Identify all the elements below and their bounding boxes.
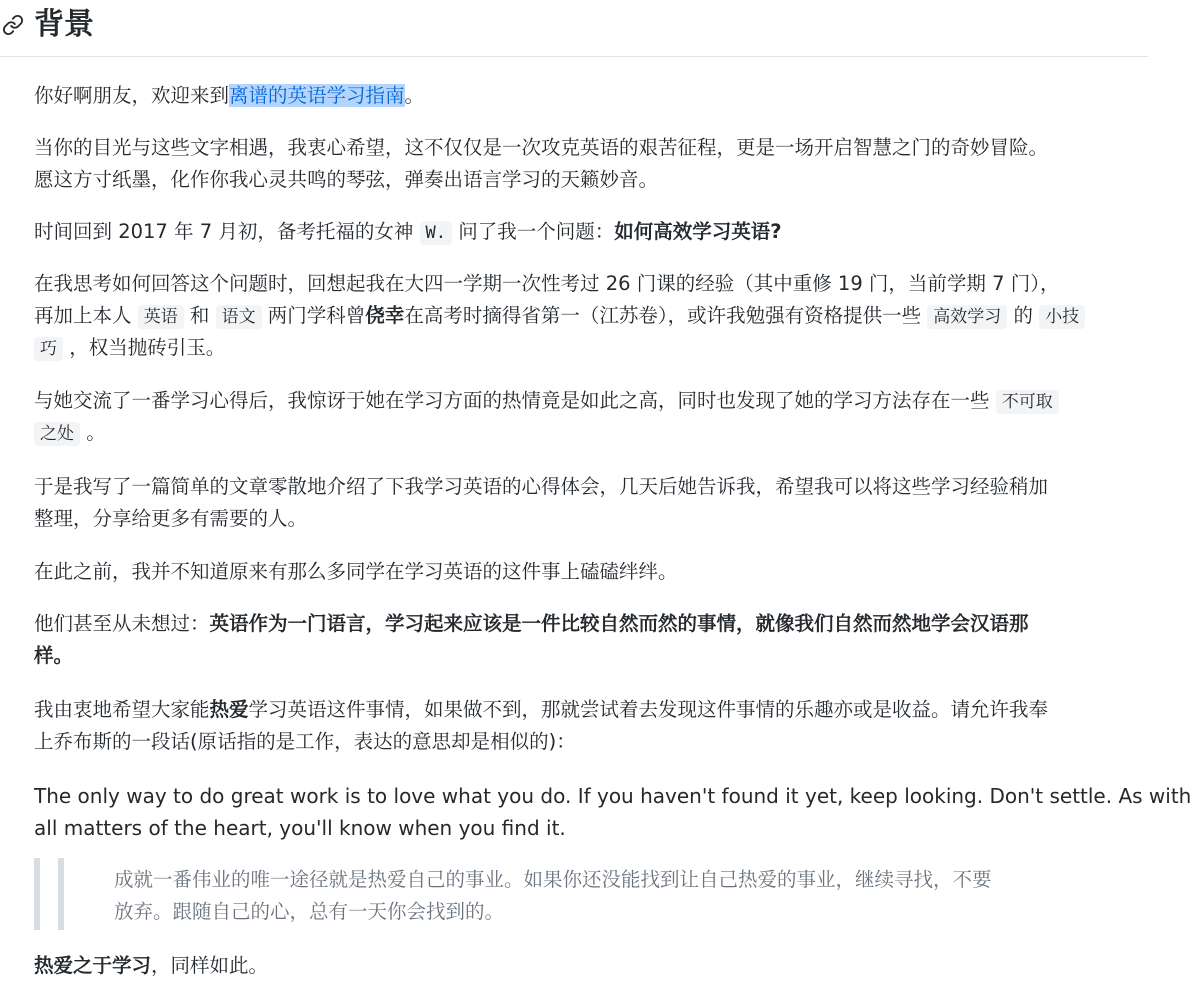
- text-line: [34, 417, 1146, 449]
- blockquote-text: [114, 864, 992, 928]
- paragraph-exchange: [34, 385, 1146, 449]
- paragraph-hope: [34, 694, 1146, 758]
- paragraph-intro: [34, 132, 1146, 196]
- bold-text: 侥幸: [365, 304, 405, 327]
- text-line: [34, 300, 1146, 332]
- blockquote-bar: [34, 858, 40, 930]
- text: 。: [80, 421, 106, 444]
- paragraph-jobs-quote: [34, 780, 1192, 844]
- text-line: [34, 694, 1146, 726]
- section-heading: [0, 0, 1148, 57]
- text-line: 当你的目光与这些文字相遇，我衷心希望，这不仅仅是一次攻克英语的艰苦征程，更是一场开启智慧之门的奇妙冒险。: [34, 136, 1049, 159]
- page-title: 背景: [34, 7, 94, 42]
- text-line: all matters of the heart, you'll know when you find it.: [34, 816, 566, 840]
- text: 你好啊朋友，欢迎来到: [34, 84, 230, 107]
- inline-code: 语文: [216, 305, 262, 329]
- text: 学习英语这件事情，如果做不到，那就尝试着去发现这件事情的乐趣亦或是收益。请允许我奉: [248, 698, 1049, 721]
- bold-text: 热爱之于学习: [34, 954, 152, 977]
- text: 两门学科曾: [261, 304, 366, 327]
- text: 。: [404, 84, 425, 107]
- bold-text: 如何高效学习英语?: [614, 220, 782, 243]
- inline-code: W.: [420, 221, 452, 245]
- text: 在高考时摘得省第一（江苏卷），或许我勉强有资格提供一些: [404, 304, 928, 327]
- text-line: 愿这方寸纸墨，化作你我心灵共鸣的琴弦，弹奏出语言学习的天籁妙音。: [34, 168, 659, 191]
- paragraph-before: [34, 556, 1146, 588]
- text-line: 在我思考如何回答这个问题时，回想起我在大四一学期一次性考过 26 门课的经验（其中重修 19 门，当前学期 7 门），: [34, 272, 1060, 295]
- text-line: 放弃。跟随自己的心，总有一天你会找到的。: [114, 900, 505, 923]
- paragraph-experience: [34, 268, 1146, 364]
- text-line: 整理，分享给更多有需要的人。: [34, 507, 308, 530]
- inline-code: 之处: [34, 422, 80, 446]
- paragraph-article: [34, 471, 1146, 535]
- text: ，权当抛砖引玉。: [63, 336, 226, 359]
- text: 问了我一个问题：: [452, 220, 615, 243]
- inline-code: 高效学习: [927, 305, 1007, 329]
- paragraph-question: [34, 216, 1146, 249]
- text-line: [34, 608, 1146, 640]
- bold-text: 样。: [34, 644, 74, 667]
- inline-code: 英语: [138, 305, 184, 329]
- blockquote: [34, 858, 1134, 930]
- text-line: [34, 332, 1146, 364]
- text-line: [34, 385, 1146, 417]
- text: 在此之前，我并不知道原来有那么多同学在学习英语的这件事上磕磕绊绊。: [34, 560, 678, 583]
- text: ，同样如此。: [151, 954, 269, 977]
- bold-text: 热爱: [209, 698, 249, 721]
- paragraph-conclusion: [34, 950, 1146, 982]
- paragraph-never-thought: [34, 608, 1146, 672]
- text: 时间回到 2017 年 7 月初，备考托福的女神: [34, 220, 420, 243]
- paragraph-welcome: [34, 80, 1146, 112]
- link-icon[interactable]: [2, 14, 26, 38]
- guide-link[interactable]: 离谱的英语学习指南: [229, 84, 405, 107]
- text-line: 成就一番伟业的唯一途径就是热爱自己的事业。如果你还没能找到让自己热爱的事业，继续寻找，不要: [114, 868, 992, 891]
- text-line: The only way to do great work is to love what you do. If you haven't found it yet, keep looking. Don't settle. As with: [34, 784, 1192, 808]
- text: 的: [1007, 304, 1040, 327]
- bold-text: 英语作为一门语言，学习起来应该是一件比较自然而然的事情，就像我们自然而然地学会汉语那: [209, 612, 1029, 635]
- text: 与她交流了一番学习心得后，我惊讶于她在学习方面的热情竟是如此之高，同时也发现了她的学习方法存在一些: [34, 389, 996, 412]
- inline-code: 巧: [34, 337, 63, 361]
- blockquote-bar: [58, 858, 64, 930]
- text-line: 于是我写了一篇简单的文章零散地介绍了下我学习英语的心得体会，几天后她告诉我，希望我可以将这些学习经验稍加: [34, 475, 1049, 498]
- text-line: [34, 640, 1146, 672]
- inline-code: 小技: [1039, 305, 1085, 329]
- inline-code: 不可取: [996, 390, 1059, 414]
- text: 他们甚至从未想过：: [34, 612, 210, 635]
- text: 我由衷地希望大家能: [34, 698, 210, 721]
- text: 再加上本人: [34, 304, 138, 327]
- text-line: 上乔布斯的一段话(原话指的是工作，表达的意思却是相似的)：: [34, 730, 576, 753]
- text: 和: [183, 304, 216, 327]
